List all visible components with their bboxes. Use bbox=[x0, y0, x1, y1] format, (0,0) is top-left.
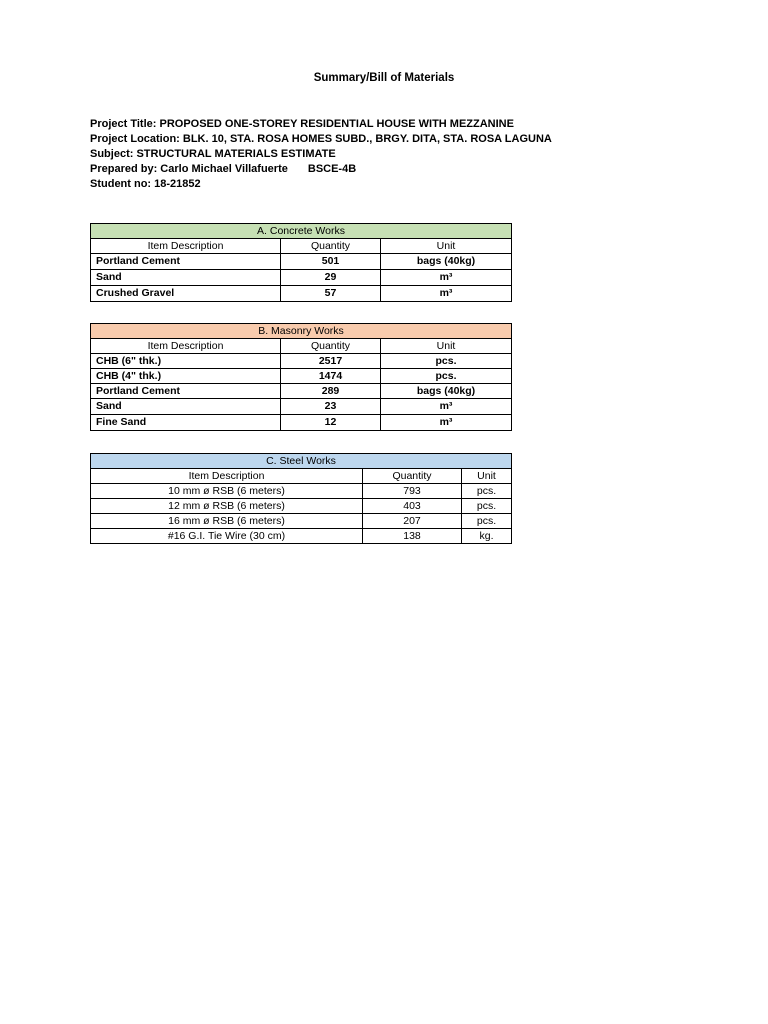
item-quantity: 57 bbox=[281, 286, 381, 302]
table-row bbox=[91, 286, 512, 302]
item-quantity: 138 bbox=[363, 529, 462, 544]
table-row bbox=[91, 384, 512, 399]
item-unit: m³ bbox=[381, 415, 512, 431]
concrete-works-table bbox=[90, 223, 512, 302]
item-description: 12 mm ø RSB (6 meters) bbox=[91, 499, 363, 514]
item-quantity: 23 bbox=[281, 399, 381, 415]
item-unit: pcs. bbox=[462, 499, 512, 514]
table-row bbox=[91, 529, 512, 544]
item-description: #16 G.I. Tie Wire (30 cm) bbox=[91, 529, 363, 544]
column-header-unit: Unit bbox=[462, 469, 512, 484]
table-heading: C. Steel Works bbox=[91, 454, 512, 469]
item-description: Crushed Gravel bbox=[91, 286, 281, 302]
item-unit: m³ bbox=[381, 399, 512, 415]
item-description: Portland Cement bbox=[91, 384, 281, 399]
table-heading: A. Concrete Works bbox=[91, 224, 512, 239]
table-row bbox=[91, 415, 512, 431]
project-title: Project Title: PROPOSED ONE-STOREY RESIDENTIAL HOUSE WITH MEZZANINE bbox=[90, 118, 514, 130]
item-quantity: 289 bbox=[281, 384, 381, 399]
table-heading: B. Masonry Works bbox=[91, 324, 512, 339]
item-description: Fine Sand bbox=[91, 415, 281, 431]
column-header-quantity: Quantity bbox=[281, 239, 381, 254]
table-row bbox=[91, 499, 512, 514]
column-header-quantity: Quantity bbox=[281, 339, 381, 354]
item-unit: pcs. bbox=[462, 484, 512, 499]
table-row bbox=[91, 254, 512, 270]
item-unit: m³ bbox=[381, 270, 512, 286]
prepared-by: Prepared by: Carlo Michael Villafuerte bbox=[90, 163, 288, 175]
project-info bbox=[90, 117, 552, 192]
table-row bbox=[91, 354, 512, 369]
column-header-item: Item Description bbox=[91, 239, 281, 254]
student-section: BSCE-4B bbox=[307, 163, 357, 175]
item-description: 10 mm ø RSB (6 meters) bbox=[91, 484, 363, 499]
column-header-unit: Unit bbox=[381, 239, 512, 254]
item-unit: pcs. bbox=[462, 514, 512, 529]
item-description: CHB (4" thk.) bbox=[91, 369, 281, 384]
item-unit: bags (40kg) bbox=[381, 254, 512, 270]
table-row bbox=[91, 399, 512, 415]
masonry-works-table bbox=[90, 323, 512, 431]
item-description: 16 mm ø RSB (6 meters) bbox=[91, 514, 363, 529]
item-description: CHB (6" thk.) bbox=[91, 354, 281, 369]
table-row bbox=[91, 270, 512, 286]
item-description: Sand bbox=[91, 270, 281, 286]
item-description: Portland Cement bbox=[91, 254, 281, 270]
item-description: Sand bbox=[91, 399, 281, 415]
item-quantity: 793 bbox=[363, 484, 462, 499]
item-unit: pcs. bbox=[381, 369, 512, 384]
item-quantity: 2517 bbox=[281, 354, 381, 369]
table-row bbox=[91, 484, 512, 499]
column-header-unit: Unit bbox=[381, 339, 512, 354]
item-unit: m³ bbox=[381, 286, 512, 302]
prepared-by-row bbox=[90, 162, 552, 177]
item-quantity: 207 bbox=[363, 514, 462, 529]
item-quantity: 29 bbox=[281, 270, 381, 286]
project-subject: Subject: STRUCTURAL MATERIALS ESTIMATE bbox=[90, 148, 336, 160]
column-header-item: Item Description bbox=[91, 469, 363, 484]
column-header-item: Item Description bbox=[91, 339, 281, 354]
item-unit: kg. bbox=[462, 529, 512, 544]
steel-works-table bbox=[90, 453, 512, 544]
item-unit: pcs. bbox=[381, 354, 512, 369]
item-quantity: 12 bbox=[281, 415, 381, 431]
table-row bbox=[91, 514, 512, 529]
item-quantity: 403 bbox=[363, 499, 462, 514]
item-quantity: 501 bbox=[281, 254, 381, 270]
item-unit: bags (40kg) bbox=[381, 384, 512, 399]
table-row bbox=[91, 369, 512, 384]
item-quantity: 1474 bbox=[281, 369, 381, 384]
project-location: Project Location: BLK. 10, STA. ROSA HOMES SUBD., BRGY. DITA, STA. ROSA LAGUNA bbox=[90, 133, 552, 145]
student-number: Student no: 18-21852 bbox=[90, 178, 201, 190]
column-header-quantity: Quantity bbox=[363, 469, 462, 484]
document-title: Summary/Bill of Materials bbox=[313, 72, 455, 84]
